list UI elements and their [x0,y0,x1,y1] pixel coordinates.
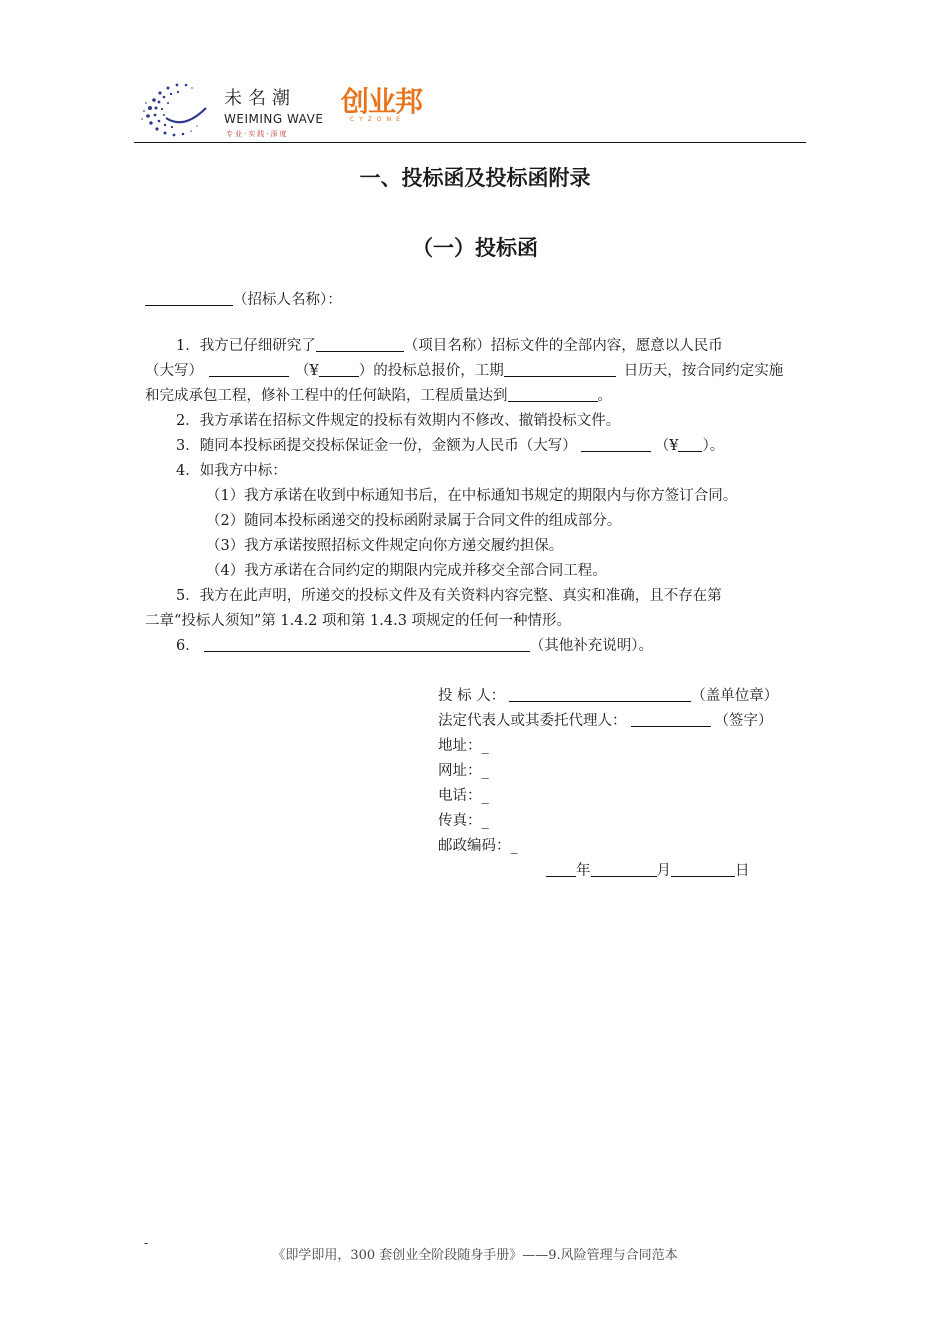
cyzone-logo-cn: 创业邦 [341,85,423,118]
p4-item-2: （2）随同本投标函递交的投标函附录属于合同文件的组成部分。 [206,513,622,529]
wave-swirl-icon [136,78,220,140]
representative-line: 法定代表人或其委托代理人： （签字） [438,709,773,734]
footer-dash: - [144,1236,149,1250]
blank-quality [508,385,598,402]
blank-duration [504,360,616,377]
bidder-line: 投 标 人： （盖单位章） [438,684,778,709]
header [136,74,806,144]
addressee-line [145,288,342,313]
weiming-name-en: WEIMING WAVE [224,112,324,126]
p4-item-1: （1）我方承诺在收到中标通知书后，在中标通知书规定的期限内与你方签订合同。 [206,488,738,504]
postcode-line: 邮政编码：_ [438,838,518,854]
p1-line1: 1．我方已仔细研究了 （项目名称）招标文件的全部内容，愿意以人民币 [176,334,723,359]
blank-tenderer-name [145,289,233,306]
p5-line1: 5．我方在此声明，所递交的投标文件及有关资料内容完整、真实和准确，且不存在第 [176,588,722,604]
p1-line2: （大写） （¥ ）的投标总报价，工期 日历天，按合同约定实施 [145,359,783,384]
blank-bidder [509,685,691,702]
p3-line: 3．随同本投标函提交投标保证金一份，金额为人民币（大写） （¥ ）。 [176,434,724,459]
cyzone-logo-en: CYZONE [350,116,405,123]
blank-bond-words [581,435,651,452]
blank-representative [631,710,711,727]
section-title: 一、投标函及投标函附录 [359,166,591,190]
weiming-name-cn: 未名潮 [224,88,296,109]
p4-line: 4．如我方中标： [176,463,287,479]
fax-line: 传真：_ [438,813,489,829]
blank-day [671,860,735,877]
p4-item-3: （3）我方承诺按照招标文件规定向你方递交履约担保。 [206,538,564,554]
blank-price-words [209,360,289,377]
p4-item-4: （4）我方承诺在合同约定的期限内完成并移交全部合同工程。 [206,563,607,579]
p6-line: 6． （其他补充说明）。 [176,634,653,659]
addressee-label: （招标人名称）： [233,292,342,308]
blank-year [546,860,576,877]
subsection-title: （一）投标函 [412,236,538,260]
weiming-slogan: 专业·实践·深度 [226,130,289,138]
address-line: 地址：_ [438,738,489,754]
weiming-wave-logo [136,78,336,140]
header-rule [134,142,806,143]
blank-month [591,860,657,877]
p2-line: 2．我方承诺在招标文件规定的投标有效期内不修改、撤销投标文件。 [176,413,621,429]
website-line: 网址：_ [438,763,489,779]
blank-bond-figure [678,435,702,452]
blank-price-figure [319,360,359,377]
date-line: 年 月 日 [546,859,750,884]
phone-line: 电话：_ [438,788,489,804]
blank-project-name [316,335,404,352]
p1-line3: 和完成承包工程，修补工程中的任何缺陷，工程质量达到 。 [145,384,612,409]
blank-other-notes [204,635,530,652]
page-footer: 《即学即用，300 套创业全阶段随身手册》——9.风险管理与合同范本 [272,1248,678,1263]
p5-line2: 二章“投标人须知”第 1.4.2 项和第 1.4.3 项规定的任何一种情形。 [145,613,572,629]
